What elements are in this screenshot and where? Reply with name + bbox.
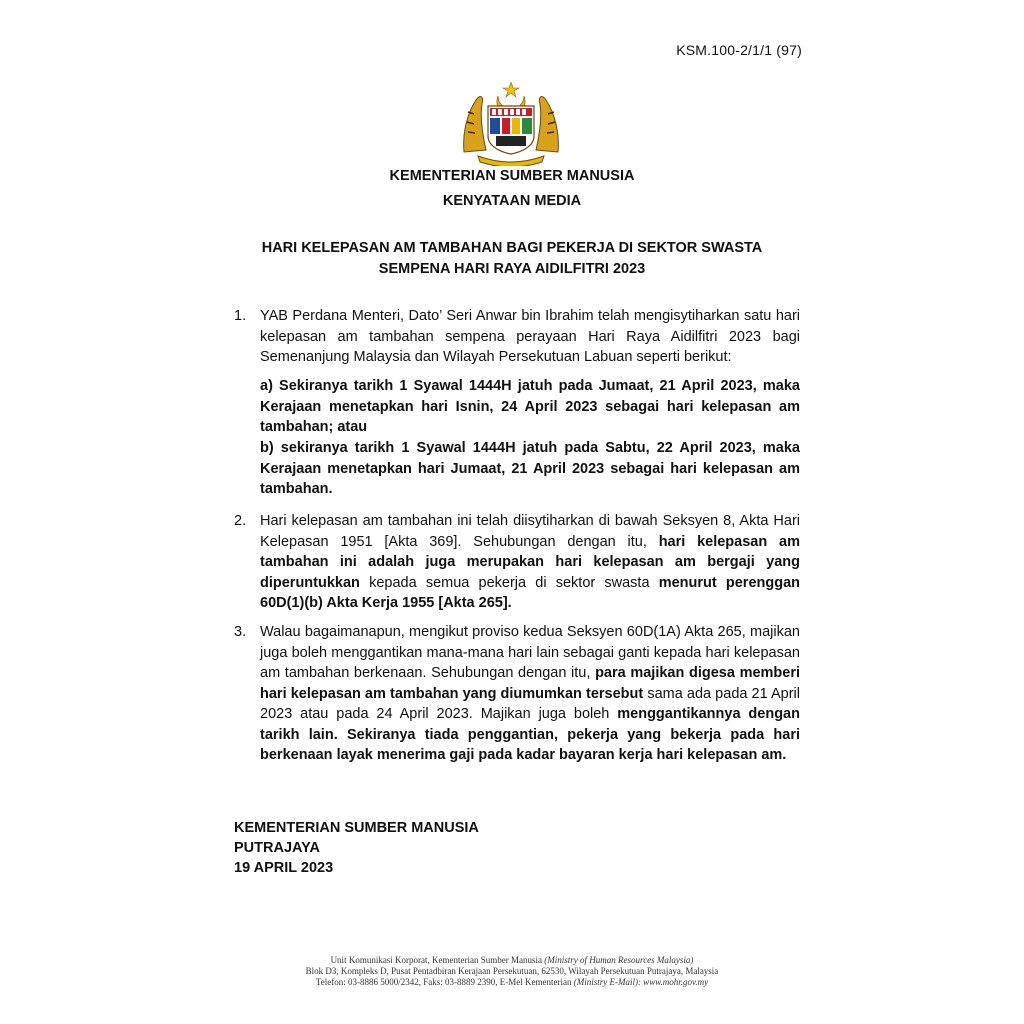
paragraph-number: 2. (234, 513, 247, 529)
signoff-location: PUTRAJAYA (234, 840, 320, 856)
bold-text: menurut perenggan 60D(1)(b) Akta Kerja 1955 [Akta 265]. (260, 574, 801, 611)
paragraph-text (260, 622, 800, 766)
paragraph-1 (234, 306, 800, 368)
document-title-line-2: SEMPENA HARI RAYA AIDILFITRI 2023 (378, 261, 646, 277)
plain-text: kepada semua pekerja di sektor swasta (359, 574, 659, 591)
paragraph-2 (234, 511, 800, 614)
signoff-ministry: KEMENTERIAN SUMBER MANUSIA (234, 820, 479, 836)
bold-text: menggantikannya dengan tarikh lain. Sekiranya tiada penggantian, pekerja yang bekerja pada hari berkenaan layak menerima gaji pada kadar bayaran kerja hari kelepasan am. (260, 706, 800, 763)
paragraph-number: 1. (234, 308, 247, 324)
footer-phone: Telefon: 03-8886 5000/2342, Faks: 03-8889 2390, E-Mel Kementerian (315, 977, 574, 987)
ministry-heading: KEMENTERIAN SUMBER MANUSIA (389, 168, 635, 184)
coat-of-arms-emblem (458, 82, 564, 166)
plain-text: sama ada pada 21 April 2023 atau pada 24 April 2023. Majikan juga boleh (260, 685, 800, 722)
bold-text: para majikan digesa memberi hari kelepasan am tambahan yang diumumkan tersebut (260, 665, 801, 702)
footer-website: (Ministry E-Mail): www.mohr.gov.my (573, 977, 709, 987)
reference-number: KSM.100-2/1/1 (97) (676, 42, 802, 58)
footer-unit-english: (Ministry of Human Resources Malaysia) (544, 955, 694, 965)
document-type-heading: KENYATAAN MEDIA (442, 193, 582, 209)
paragraph-text (260, 511, 800, 614)
document-title-line-1: HARI KELEPASAN AM TAMBAHAN BAGI PEKERJA DI SEKTOR SWASTA (261, 240, 763, 256)
plain-text: Hari kelepasan am tambahan ini telah diisytiharkan di bawah Seksyen 8, Akta Hari Kelepasan 1951 [Akta 369]. Sehubungan dengan itu, (260, 513, 800, 550)
footer-contact (0, 977, 1024, 989)
clause-a: a) Sekiranya tarikh 1 Syawal 1444H jatuh pada Jumaat, 21 April 2023, maka Kerajaan menetapkan hari Isnin, 24 April 2023 sebagai hari kelepasan am tambahan; atau (260, 378, 800, 435)
clause-b: b) sekiranya tarikh 1 Syawal 1444H jatuh pada Sabtu, 22 April 2023, maka Kerajaan menetapkan hari Jumaat, 21 April 2023 sebagai hari kelepasan am tambahan. (260, 440, 800, 497)
plain-text: Walau bagaimanapun, mengikut proviso kedua Seksyen 60D(1A) Akta 265, majikan juga boleh menggantikan mana-mana hari lain sebagai ganti kepada hari kelepasan am tambahan berkenaan. Sehubungan dengan itu, (260, 624, 800, 681)
paragraph-text: YAB Perdana Menteri, Dato’ Seri Anwar bin Ibrahim telah mengisytiharkan satu hari kelepasan am tambahan sempena perayaan Hari Raya Aidilfitri 2023 bagi Semenanjung Malaysia dan Wilayah Persekutuan Labuan seperti berikut: (260, 308, 800, 365)
bold-text: hari kelepasan am tambahan ini adalah juga merupakan hari kelepasan am bergaji yang diperuntukkan (260, 533, 800, 591)
footer-unit: Unit Komunikasi Korporat, Kementerian Sumber Manusia (330, 955, 545, 965)
footer-address: Blok D3, Kompleks D, Pusat Pentadbiran Kerajaan Persekutuan, 62530, Wilayah Persekutuan Putrajaya, Malaysia (305, 966, 719, 976)
signoff-date: 19 APRIL 2023 (234, 860, 334, 876)
footer-line-1 (0, 955, 1024, 967)
paragraph-3 (234, 622, 800, 766)
paragraph-number: 3. (234, 624, 247, 640)
